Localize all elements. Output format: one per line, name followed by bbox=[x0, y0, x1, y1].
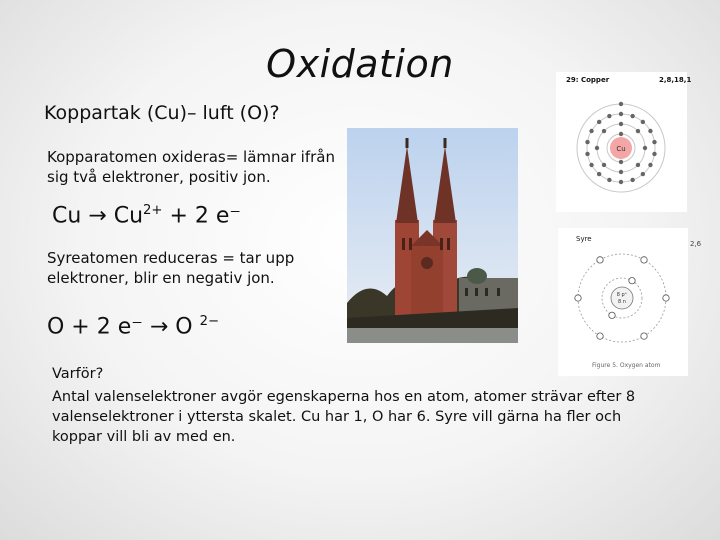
slide-title: Oxidation bbox=[266, 42, 454, 86]
copper-electron bbox=[607, 178, 611, 182]
copper-electron bbox=[597, 120, 601, 124]
slide-subtitle: Koppartak (Cu)– luft (O)? bbox=[44, 102, 280, 124]
copper-electron bbox=[619, 170, 623, 174]
oxygen-equation-left: O + 2 e⁻ → O bbox=[47, 314, 200, 340]
oxygen-card-label: Syre bbox=[576, 235, 592, 243]
copper-electron bbox=[641, 172, 645, 176]
copper-electron bbox=[643, 146, 647, 150]
oxygen-electron bbox=[609, 312, 615, 318]
copper-atom-card bbox=[556, 72, 687, 212]
copper-electron bbox=[619, 102, 623, 106]
copper-shell-config: 2,8,18,1 bbox=[659, 76, 692, 84]
copper-electron bbox=[630, 114, 634, 118]
oxygen-electron bbox=[641, 257, 647, 263]
copper-electron bbox=[597, 172, 601, 176]
why-heading: Varför? bbox=[52, 366, 104, 382]
copper-electron bbox=[648, 163, 652, 167]
copper-electron bbox=[641, 120, 645, 124]
copper-electron bbox=[619, 160, 623, 164]
copper-atom-diagram bbox=[556, 72, 687, 212]
copper-equation-charge: 2+ bbox=[143, 203, 163, 218]
cathedral-photo bbox=[347, 128, 518, 343]
oxygen-electron bbox=[597, 333, 603, 339]
copper-electron bbox=[619, 132, 623, 136]
copper-electron bbox=[648, 129, 652, 133]
oxygen-equation bbox=[47, 314, 219, 339]
copper-equation-left: Cu → Cu bbox=[52, 203, 144, 229]
copper-electron bbox=[636, 163, 640, 167]
oxygen-nucleus-line1: 8 p⁺ bbox=[616, 292, 628, 298]
copper-electron bbox=[619, 180, 623, 184]
copper-equation-right: + 2 e⁻ bbox=[162, 203, 242, 229]
copper-electron bbox=[619, 112, 623, 116]
copper-electron bbox=[602, 129, 606, 133]
oxygen-equation-charge: 2− bbox=[199, 314, 220, 329]
oxygen-electron bbox=[629, 277, 635, 283]
copper-electron bbox=[585, 152, 589, 156]
oxygen-nucleus-line2: 8 n bbox=[618, 299, 626, 305]
oxygen-electron bbox=[641, 333, 647, 339]
oxygen-electron bbox=[575, 295, 581, 301]
copper-electron bbox=[619, 122, 623, 126]
oxygen-description: Syreatomen reduceras = tar upp elektroner, blir en negativ jon. bbox=[47, 249, 295, 287]
oxygen-figure-caption: Figure 5. Oxygen atom bbox=[592, 362, 661, 369]
oxygen-electron bbox=[597, 257, 603, 263]
copper-electron bbox=[595, 146, 599, 150]
copper-electron bbox=[589, 163, 593, 167]
copper-electron bbox=[636, 129, 640, 133]
copper-description: Kopparatomen oxideras= lämnar ifrån sig två elektroner, positiv jon. bbox=[47, 148, 335, 186]
oxygen-atom-card bbox=[558, 228, 688, 376]
oxygen-shell-config: 2,6 bbox=[690, 240, 702, 248]
copper-equation bbox=[52, 203, 241, 228]
copper-electron bbox=[652, 140, 656, 144]
oxygen-nucleus bbox=[611, 287, 633, 309]
copper-card-label: 29: Copper bbox=[566, 76, 610, 84]
copper-electron bbox=[652, 152, 656, 156]
copper-electron bbox=[602, 163, 606, 167]
oxygen-atom-diagram bbox=[558, 228, 688, 376]
copper-nucleus-label: Cu bbox=[616, 145, 626, 153]
why-body: Antal valenselektroner avgör egenskaperna hos en atom, atomer strävar efter 8 valenselektroner i yttersta skalet. Cu har 1, O har 6. Syre vill gärna ha fler och koppar vill bli av med en. bbox=[52, 389, 636, 445]
oxygen-electron bbox=[663, 295, 669, 301]
copper-electron bbox=[607, 114, 611, 118]
copper-electron bbox=[585, 140, 589, 144]
copper-electron bbox=[630, 178, 634, 182]
copper-electron bbox=[589, 129, 593, 133]
